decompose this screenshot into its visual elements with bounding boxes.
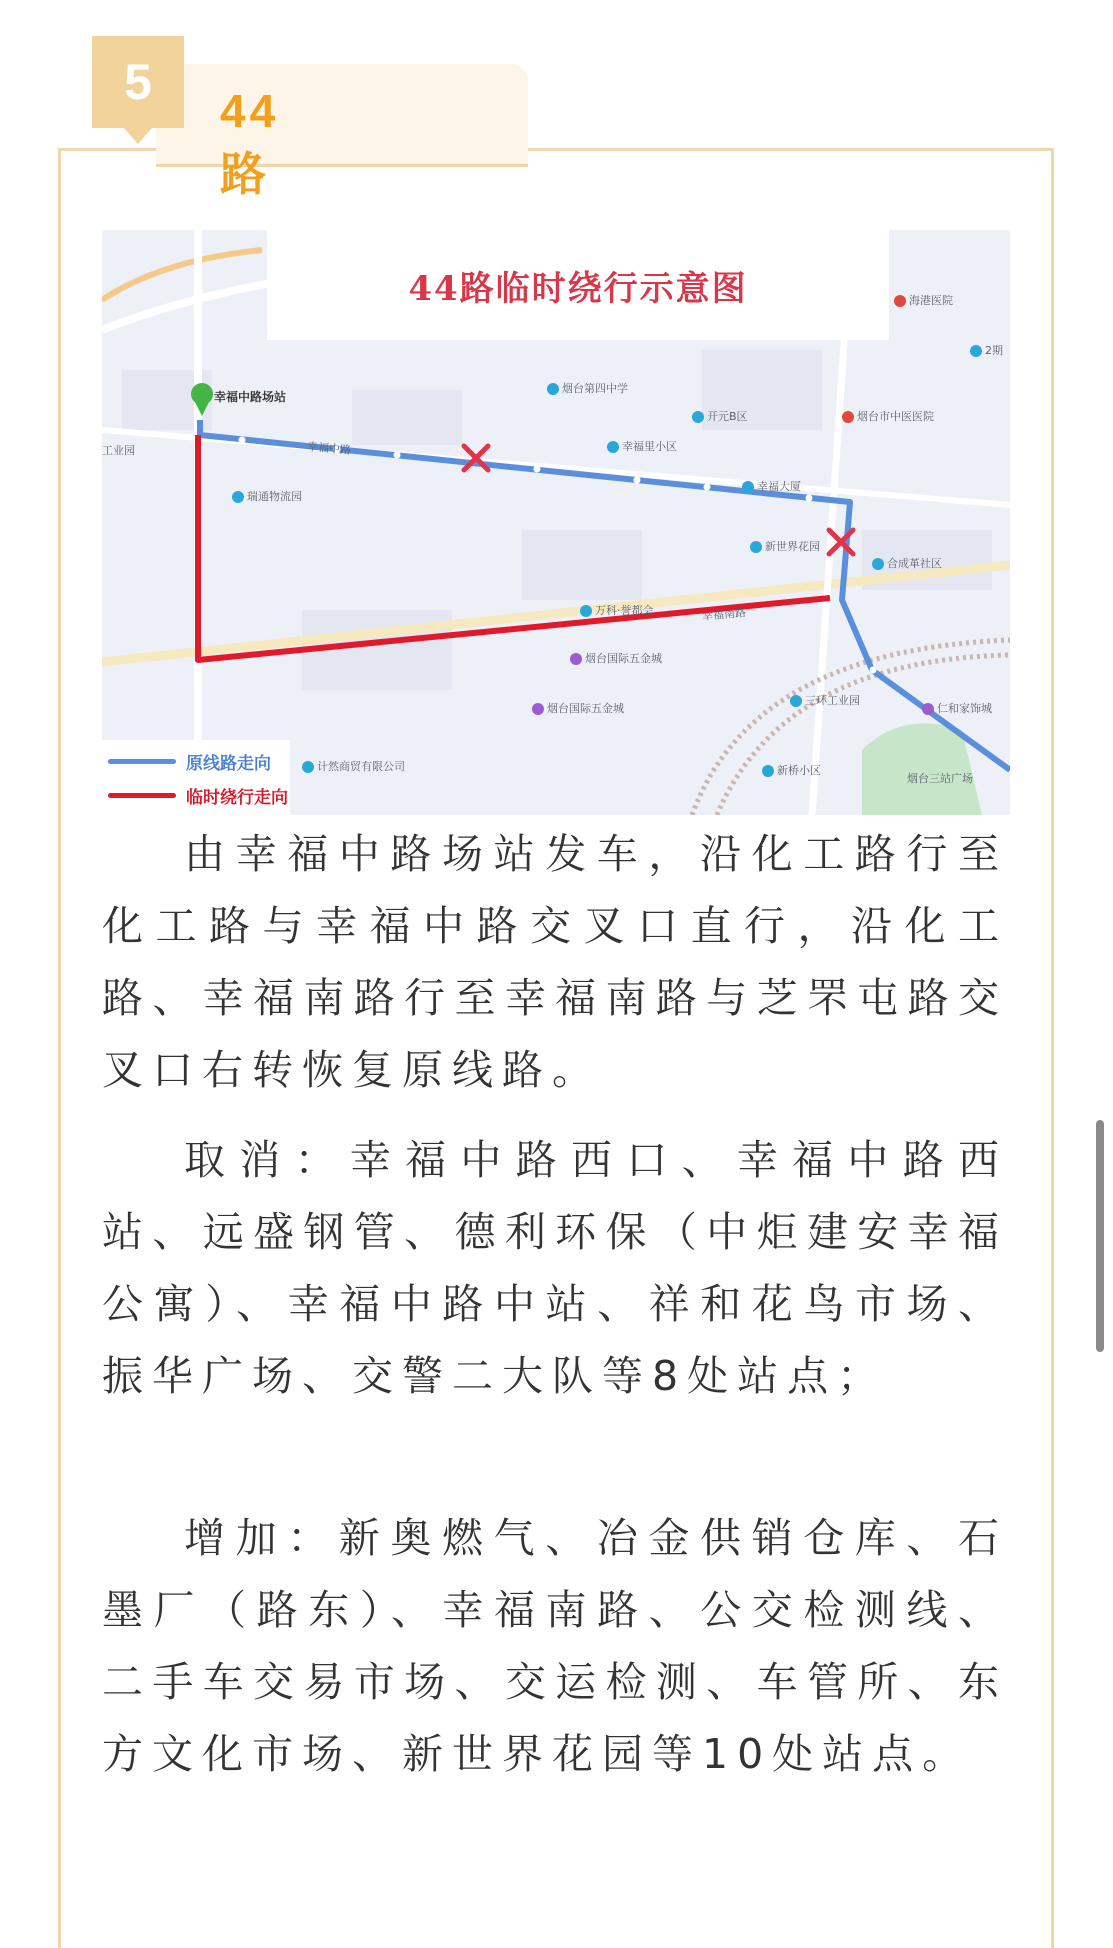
legend-original-label: 原线路走向	[186, 753, 271, 774]
poi-label: 仁和家饰城	[922, 700, 992, 716]
poi-label: 三环工业园	[790, 692, 860, 708]
building-icon	[872, 558, 884, 570]
road-label-original: 幸福中路	[306, 440, 352, 457]
paragraph-added-stops: 增加：新奥燃气、冶金供销仓库、石墨厂（路东）、幸福南路、公交检测线、二手车交易市场、交运检测、车管所、东方文化市场、新世界花园等10处站点。	[102, 1514, 1008, 1778]
building-icon	[762, 765, 774, 777]
page-scrollbar[interactable]	[1096, 1120, 1104, 1352]
building-icon	[580, 605, 592, 617]
hospital-icon	[894, 295, 906, 307]
section-title: 44路	[220, 85, 280, 200]
building-icon	[970, 345, 982, 357]
legend-detour	[108, 780, 288, 810]
poi-label: 烟台国际五金城	[570, 650, 662, 666]
route-map	[102, 230, 1010, 815]
poi-label: 瑞通物流园	[232, 488, 302, 504]
hospital-icon	[842, 411, 854, 423]
poi-label: 计然商贸有限公司	[302, 758, 405, 774]
poi-label: 幸福里小区	[607, 438, 677, 454]
legend-detour-swatch	[108, 793, 176, 798]
poi-label: 新世界花园	[750, 538, 820, 554]
building-icon	[750, 541, 762, 553]
section-number-badge: 5	[92, 36, 184, 128]
legend-original-swatch	[108, 759, 176, 764]
poi-label: 2期	[970, 342, 1003, 358]
shop-icon	[922, 703, 934, 715]
poi-label: 烟台第四中学	[547, 380, 628, 396]
building-icon	[692, 411, 704, 423]
paragraph-route: 由幸福中路场站发车，沿化工路行至化工路与幸福中路交叉口直行，沿化工路、幸福南路行至幸福南路与芝罘屯路交叉口右转恢复原线路。	[102, 830, 1008, 1094]
building-icon	[607, 441, 619, 453]
poi-label: 合成革社区	[872, 555, 942, 571]
building-icon	[790, 695, 802, 707]
map-legend	[102, 740, 290, 815]
poi-label: 烟台国际五金城	[532, 700, 624, 716]
shop-icon	[570, 653, 582, 665]
building-icon	[232, 491, 244, 503]
poi-label: 万科·誉都会	[580, 602, 654, 618]
shop-icon	[532, 703, 544, 715]
road-label-detour: 幸福南路	[701, 606, 747, 623]
map-title-box	[267, 230, 889, 340]
paragraph-cancelled-stops: 取消：幸福中路西口、幸福中路西站、远盛钢管、德利环保（中炬建安幸福公寓）、幸福中路中站、祥和花鸟市场、振华广场、交警二大队等8处站点；	[102, 1136, 1008, 1400]
poi-label: 烟台市中医医院	[842, 408, 934, 424]
title-tab	[156, 64, 528, 167]
poi-label: 海港医院	[894, 292, 953, 308]
building-icon	[742, 481, 754, 493]
school-icon	[547, 383, 559, 395]
map-title: 44路临时绕行示意图	[408, 268, 748, 309]
poi-label: 幸福大厦	[742, 478, 801, 494]
start-station-label: 幸福中路场站	[214, 390, 287, 404]
poi-label: 烟台三站广场	[907, 772, 973, 785]
poi-label: 工业园	[102, 444, 135, 457]
legend-detour-label: 临时绕行走向	[186, 787, 288, 808]
legend-original	[108, 746, 271, 776]
building-icon	[302, 761, 314, 773]
poi-label: 新桥小区	[762, 762, 821, 778]
poi-label: 开元B区	[692, 408, 748, 424]
